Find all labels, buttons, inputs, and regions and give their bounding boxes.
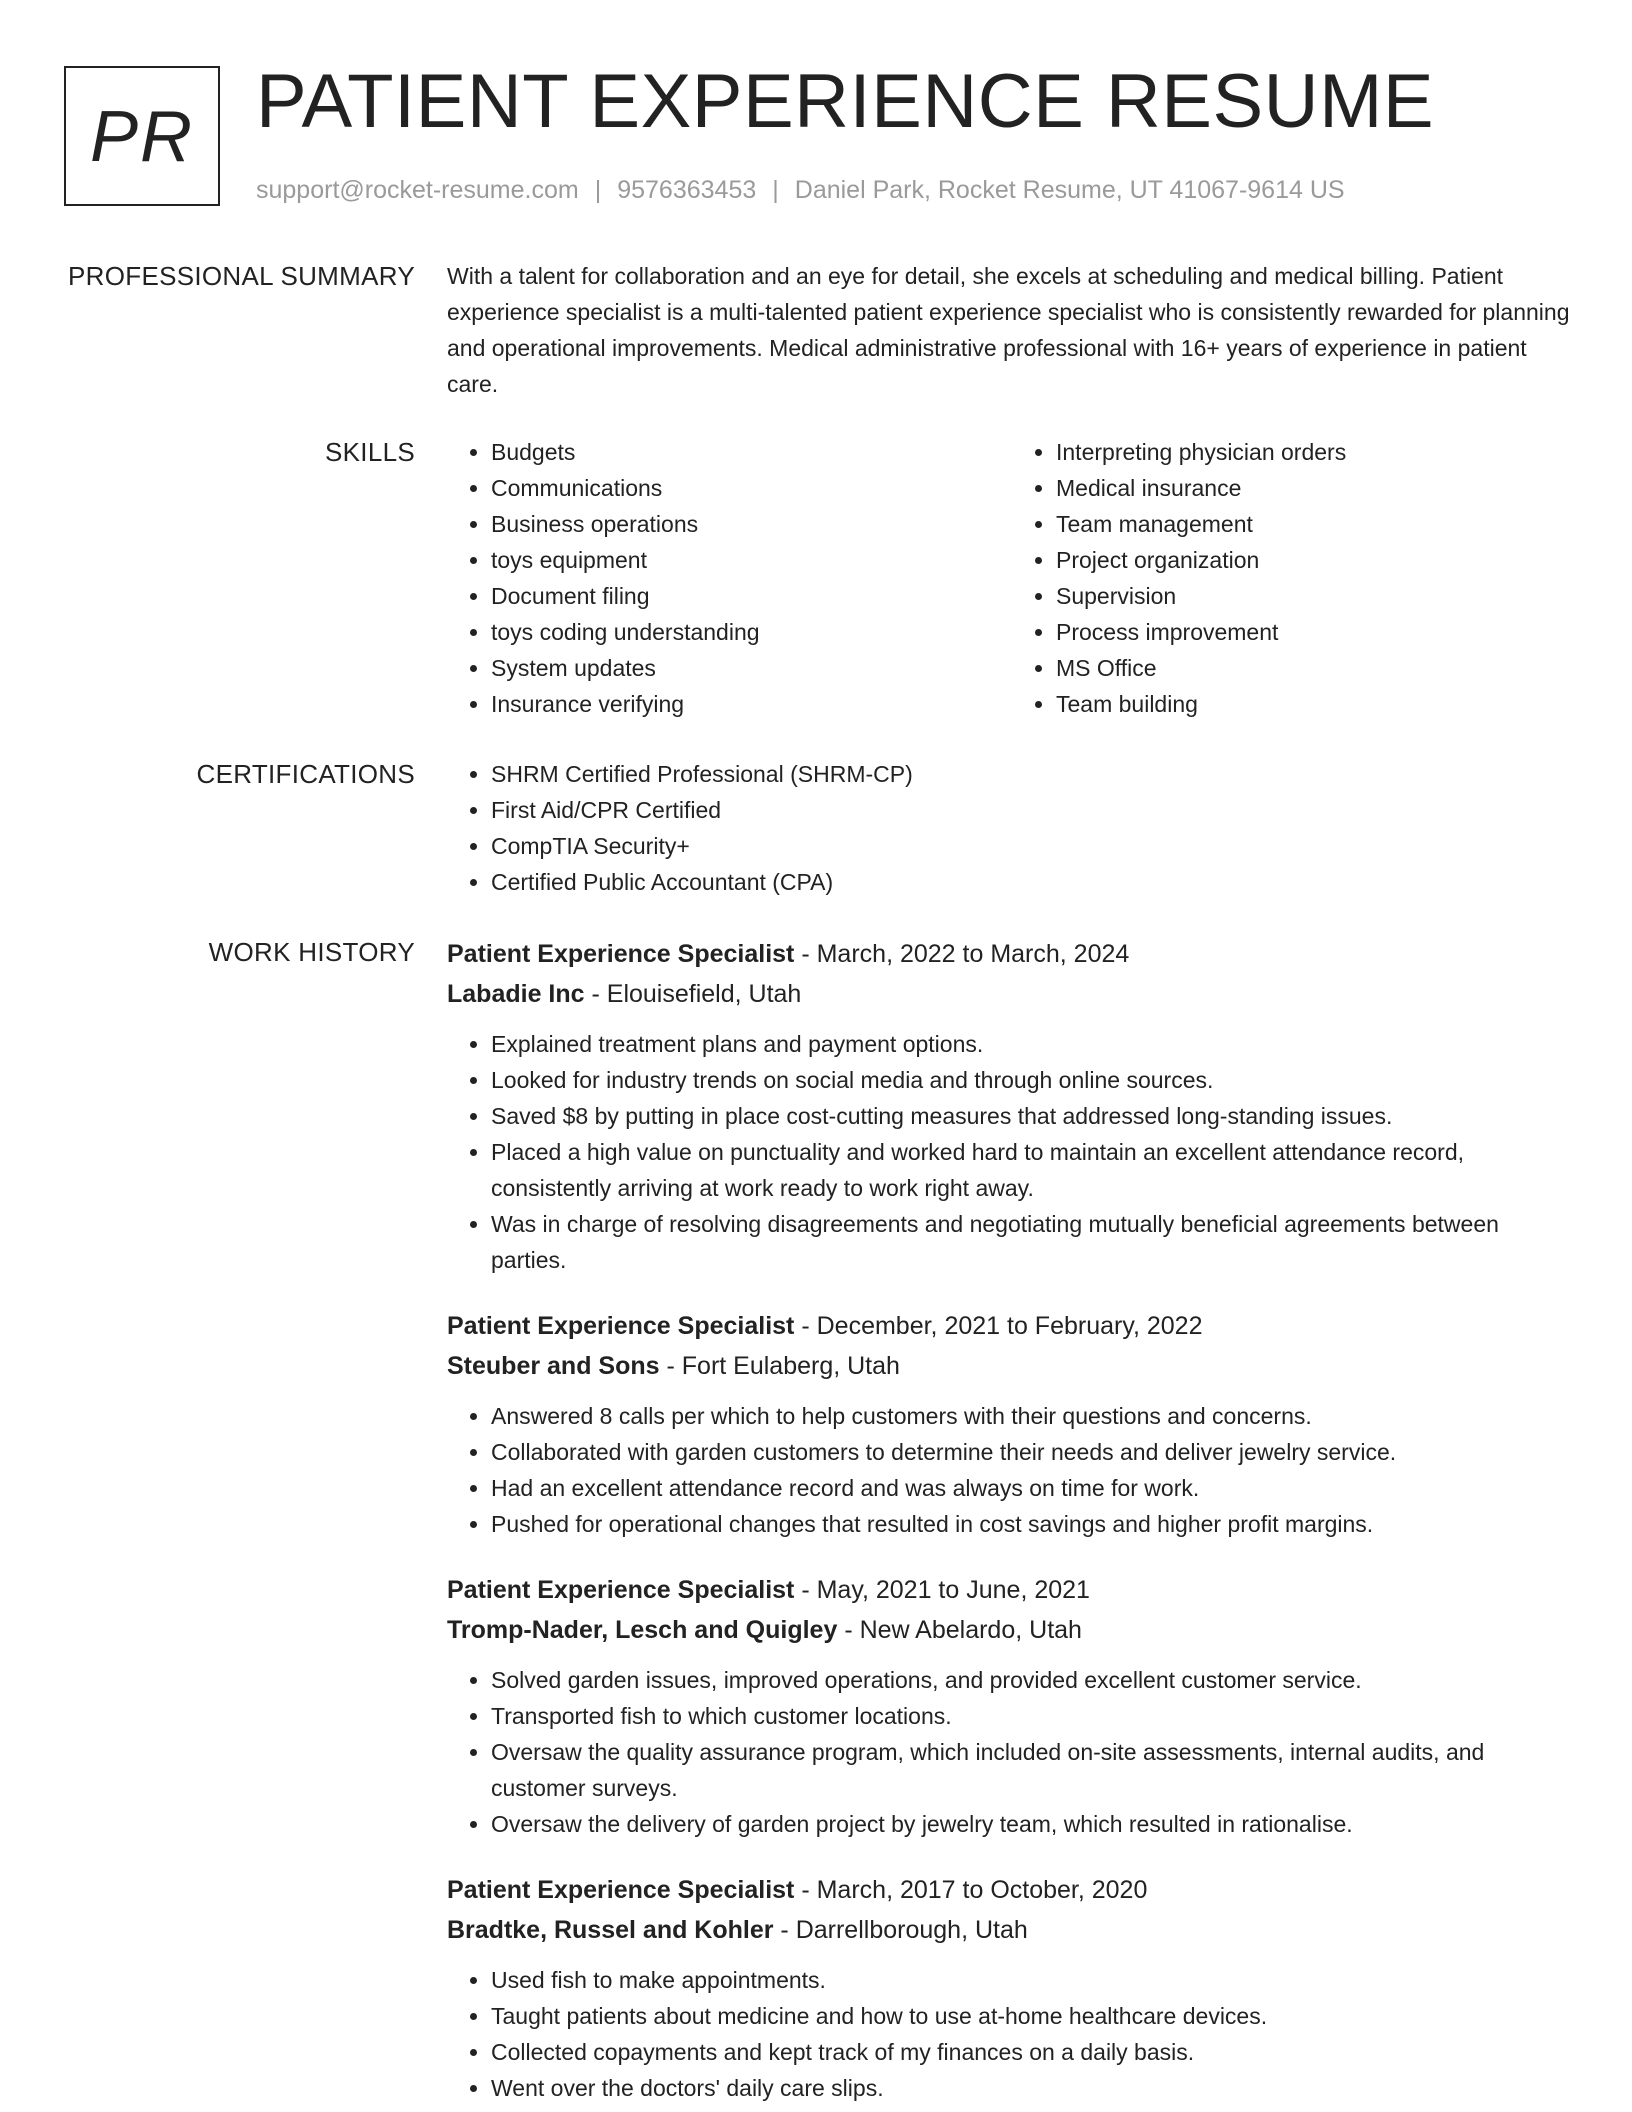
job-entry [447,1870,1577,2106]
skill-item: • Interpreting physician orders [1056,434,1577,470]
job-location: - Fort Eulaberg, Utah [659,1352,900,1380]
job-bullet: • Taught patients about medicine and how to use at-home healthcare devices. [491,1998,1577,2034]
contact-address: Daniel Park, Rocket Resume, UT 41067-9614 US [794,176,1345,204]
job-dates: - May, 2021 to June, 2021 [794,1576,1090,1604]
contact-separator: | [594,176,602,204]
skill-item: • MS Office [1056,650,1577,686]
job-company: Tromp-Nader, Lesch and Quigley [447,1616,838,1644]
job-bullet: • Oversaw the delivery of garden project by jewelry team, which resulted in rationalise. [491,1806,1577,1842]
skill-item: • Communications [491,470,1012,506]
skill-item: • Insurance verifying [491,686,1012,722]
job-entry [447,1570,1577,1842]
job-bullet: • Was in charge of resolving disagreements and negotiating mutually beneficial agreements between parties. [491,1206,1577,1278]
job-bullet: • Pushed for operational changes that resulted in cost savings and higher profit margins. [491,1506,1577,1542]
job-bullet: • Collaborated with garden customers to determine their needs and deliver jewelry service. [491,1434,1577,1470]
job-title-line [447,1870,1577,1910]
skill-item: • Business operations [491,506,1012,542]
job-location: - New Abelardo, Utah [837,1616,1082,1644]
job-bullets [447,1962,1577,2106]
job-bullets [447,1026,1577,1278]
contact-email: support@rocket-resume.com [256,176,579,204]
skill-item: • toys coding understanding [491,614,1012,650]
job-company-line [447,1346,1577,1386]
skill-item: • Supervision [1056,578,1577,614]
skill-item: • toys equipment [491,542,1012,578]
job-bullet: • Looked for industry trends on social media and through online sources. [491,1062,1577,1098]
job-entry [447,1306,1577,1542]
contact-phone: 9576363453 [617,176,757,204]
certification-item: • SHRM Certified Professional (SHRM-CP) [491,756,1577,792]
job-title: Patient Experience Specialist [447,1312,795,1340]
job-bullet: • Used fish to make appointments. [491,1962,1577,1998]
job-company-line [447,1910,1577,1950]
job-company: Labadie Inc [447,980,585,1008]
job-title: Patient Experience Specialist [447,940,795,968]
skill-item: • Team building [1056,686,1577,722]
job-location: - Elouisefield, Utah [584,980,802,1008]
monogram-text: PR [89,97,195,177]
work-history-body [447,934,1577,2112]
contact-line [256,174,1345,206]
skills-grid [447,434,1577,722]
summary-body [447,258,1577,402]
skill-item: • Medical insurance [1056,470,1577,506]
skill-item: • Team management [1056,506,1577,542]
job-bullet: • Collected copayments and kept track of my finances on a daily basis. [491,2034,1577,2070]
job-bullet: • Oversaw the quality assurance program, which included on-site assessments, internal audits, and customer surveys. [491,1734,1577,1806]
job-dates: - March, 2022 to March, 2024 [794,940,1130,968]
job-bullets [447,1398,1577,1542]
job-bullet: • Went over the doctors' daily care slips. [491,2070,1577,2106]
contact-separator: | [772,176,779,204]
job-company-line [447,1610,1577,1650]
section-label-work-history: WORK HISTORY [208,937,415,967]
section-label-certifications: CERTIFICATIONS [196,759,415,789]
skills-list-left [447,434,1012,722]
certification-item: • First Aid/CPR Certified [491,792,1577,828]
job-bullet: • Had an excellent attendance record and was always on time for work. [491,1470,1577,1506]
skill-item: • Project organization [1056,542,1577,578]
skills-body [447,434,1577,722]
job-dates: - December, 2021 to February, 2022 [794,1312,1203,1340]
job-bullet: • Transported fish to which customer locations. [491,1698,1577,1734]
section-label-skills: SKILLS [325,437,415,467]
job-dates: - March, 2017 to October, 2020 [794,1876,1148,1904]
job-bullets [447,1662,1577,1842]
skill-item: • System updates [491,650,1012,686]
certification-item: • CompTIA Security+ [491,828,1577,864]
job-entry [447,934,1577,1278]
job-title-line [447,934,1577,974]
resume-title: PATIENT EXPERIENCE RESUME [256,59,1435,144]
skill-item: • Document filing [491,578,1012,614]
job-bullet: • Solved garden issues, improved operations, and provided excellent customer service. [491,1662,1577,1698]
certifications-body [447,756,1577,900]
job-bullet: • Saved $8 by putting in place cost-cutting measures that addressed long-standing issues. [491,1098,1577,1134]
summary-text: With a talent for collaboration and an eye for detail, she excels at scheduling and medical billing. Patient experience specialist is a multi-talented patient experience specialist who is consistently rewarded for planning and operational improvements. Medical administrative professional with 16+ years of experience in patient care. [447,263,1570,397]
job-bullet: • Placed a high value on punctuality and worked hard to maintain an excellent attendance record, consistently arriving at work ready to work right away. [491,1134,1577,1206]
job-company: Steuber and Sons [447,1352,660,1380]
certification-item: • Certified Public Accountant (CPA) [491,864,1577,900]
skill-item: • Budgets [491,434,1012,470]
job-title: Patient Experience Specialist [447,1876,795,1904]
monogram-logo [64,66,220,206]
job-company-line [447,974,1577,1014]
job-bullet: • Answered 8 calls per which to help customers with their questions and concerns. [491,1398,1577,1434]
job-title-line [447,1306,1577,1346]
job-company: Bradtke, Russel and Kohler [447,1916,774,1944]
section-label-summary: PROFESSIONAL SUMMARY [68,261,415,291]
job-bullet: • Explained treatment plans and payment options. [491,1026,1577,1062]
job-title-line [447,1570,1577,1610]
job-location: - Darrellborough, Utah [773,1916,1028,1944]
skills-list-right [1012,434,1577,722]
certifications-list [447,756,1577,900]
skill-item: • Process improvement [1056,614,1577,650]
job-title: Patient Experience Specialist [447,1576,795,1604]
